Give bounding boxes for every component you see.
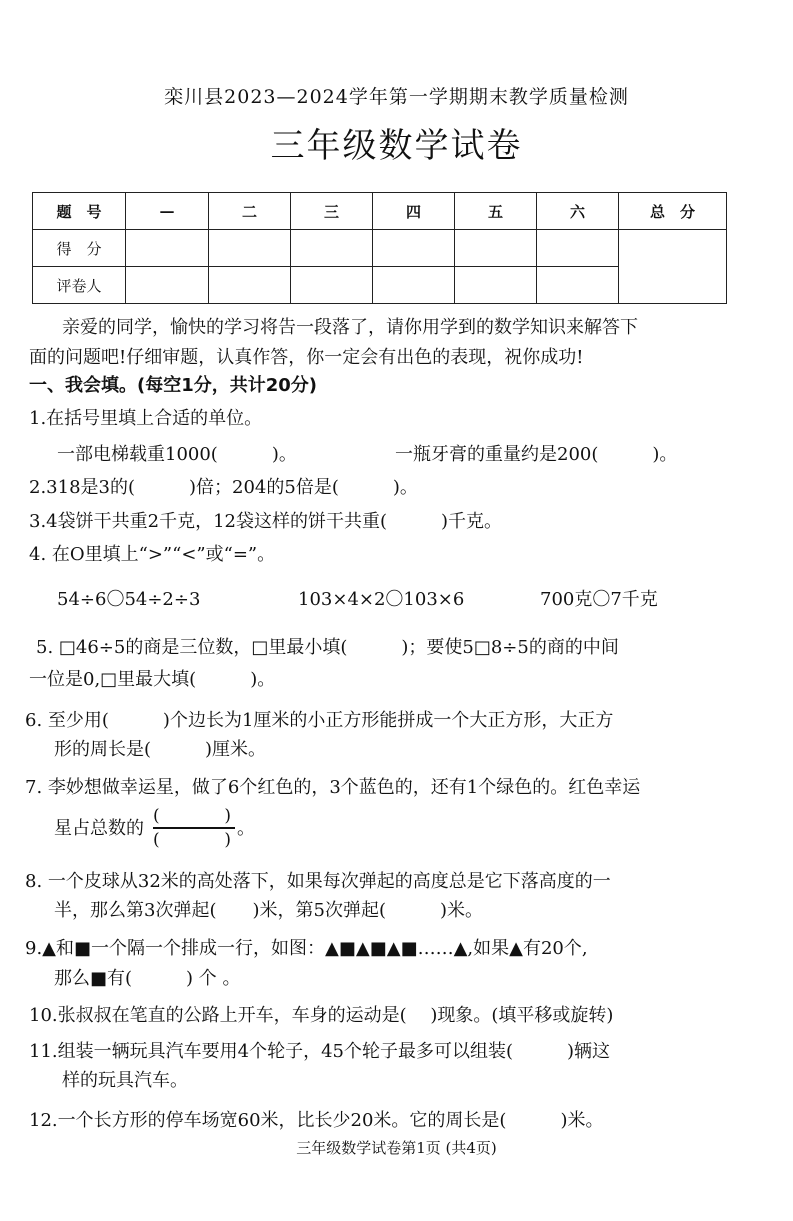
question-11-line-1: 11.组装一辆玩具汽车要用4个轮子，45个轮子最多可以组装( )辆这 xyxy=(29,1041,611,1062)
question-5-line-1: 5. □46÷5的商是三位数，□里最小填( )；要使5□8÷5的商的中间 xyxy=(36,637,619,658)
score-header-total: 总 分 xyxy=(619,193,727,230)
intro-line-1: 亲爱的同学，愉快的学习将告一段落了，请你用学到的数学知识来解答下 xyxy=(62,317,638,338)
score-header-col6: 六 xyxy=(537,193,619,230)
fraction-bar xyxy=(153,827,235,829)
denominator-open-paren: ( xyxy=(153,830,160,850)
question-10: 10.张叔叔在笔直的公路上开车，车身的运动是( )现象。(填平移或旋转) xyxy=(29,1005,614,1026)
grader-cell[interactable] xyxy=(209,267,291,304)
score-cell[interactable] xyxy=(291,230,373,267)
page-footer: 三年级数学试卷第1页 (共4页) xyxy=(296,1139,497,1157)
score-cell[interactable] xyxy=(537,230,619,267)
denominator-close-paren: ) xyxy=(224,830,231,850)
question-1: 1.在括号里填上合适的单位。 xyxy=(29,408,263,429)
score-row-label: 得 分 xyxy=(33,230,126,267)
question-1a: 一部电梯载重1000( )。 xyxy=(57,444,297,465)
question-1b: 一瓶牙膏的重量约是200( )。 xyxy=(395,444,678,465)
compare-item-1: 54÷6〇54÷2÷3 xyxy=(57,589,201,610)
question-8-line-2: 半，那么第3次弹起( )米，第5次弹起( )米。 xyxy=(54,900,483,921)
question-8-line-1: 8. 一个皮球从32米的高处落下，如果每次弹起的高度总是它下落高度的一 xyxy=(25,871,611,892)
question-7-end: 。 xyxy=(237,818,255,839)
grader-cell[interactable] xyxy=(455,267,537,304)
exam-title: 三年级数学试卷 xyxy=(270,126,523,166)
question-7-line-2: 星占总数的 xyxy=(54,818,144,839)
score-header-col3: 三 xyxy=(291,193,373,230)
score-header-col1: — xyxy=(126,193,209,230)
total-score-cell[interactable] xyxy=(619,230,727,304)
score-table xyxy=(32,192,727,304)
fraction-blank[interactable] xyxy=(153,806,235,852)
intro-line-2: 面的问题吧!仔细审题，认真作答，你一定会有出色的表现，祝你成功! xyxy=(29,347,584,368)
question-7-line-1: 7. 李妙想做幸运星，做了6个红色的，3个蓝色的，还有1个绿色的。红色幸运 xyxy=(25,777,641,798)
question-6-line-2: 形的周长是( )厘米。 xyxy=(54,739,267,760)
question-12: 12.一个长方形的停车场宽60米，比长少20米。它的周长是( )米。 xyxy=(29,1110,604,1131)
exam-header: 栾川县2023—2024学年第一学期期末教学质量检测 xyxy=(164,86,629,108)
score-cell[interactable] xyxy=(455,230,537,267)
grader-cell[interactable] xyxy=(373,267,455,304)
score-cell[interactable] xyxy=(209,230,291,267)
question-11-line-2: 样的玩具汽车。 xyxy=(62,1070,188,1091)
score-header-col2: 二 xyxy=(209,193,291,230)
grader-cell[interactable] xyxy=(126,267,209,304)
score-cell[interactable] xyxy=(373,230,455,267)
numerator-close-paren: ) xyxy=(224,806,231,826)
section-title: 一、我会填。(每空1分，共计20分) xyxy=(29,375,318,396)
question-6-line-1: 6. 至少用( )个边长为1厘米的小正方形能拼成一个大正方形，大正方 xyxy=(25,710,614,731)
question-3: 3.4袋饼干共重2千克，12袋这样的饼干共重( )千克。 xyxy=(29,511,503,532)
score-header-col5: 五 xyxy=(455,193,537,230)
question-9-line-2: 那么■有( ) 个 。 xyxy=(54,968,241,989)
grader-cell[interactable] xyxy=(291,267,373,304)
numerator-open-paren: ( xyxy=(153,806,160,826)
score-header-label: 题 号 xyxy=(33,193,126,230)
score-header-col4: 四 xyxy=(373,193,455,230)
compare-item-2: 103×4×2〇103×6 xyxy=(298,589,465,610)
question-4: 4. 在O里填上“>”“<”或“=”。 xyxy=(29,544,276,565)
question-5-line-2: 一位是0,□里最大填( )。 xyxy=(29,669,276,690)
grader-row-label: 评卷人 xyxy=(33,267,126,304)
grader-cell[interactable] xyxy=(537,267,619,304)
compare-item-3: 700克〇7千克 xyxy=(540,589,658,610)
question-2: 2.318是3的( )倍；204的5倍是( )。 xyxy=(29,477,418,498)
score-cell[interactable] xyxy=(126,230,209,267)
question-9-line-1: 9.▲和■一个隔一个排成一行，如图：▲■▲■▲■……▲,如果▲有20个, xyxy=(25,938,588,959)
